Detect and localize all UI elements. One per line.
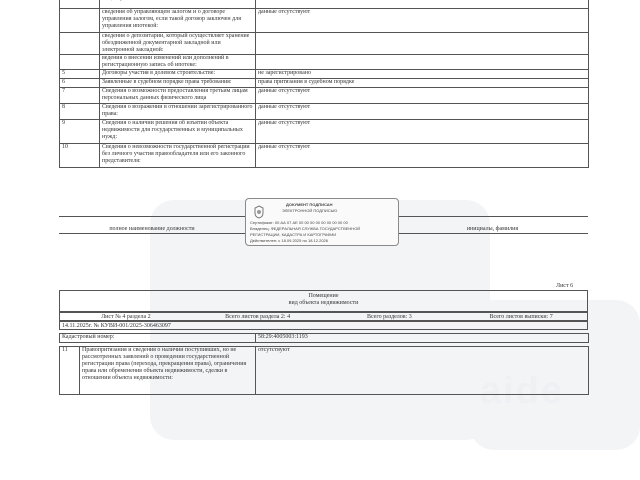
table-row [60, 70, 589, 79]
row-number [60, 9, 100, 33]
signature-position-line [59, 216, 245, 217]
object-type-subtitle: вид объекта недвижимости [288, 300, 359, 306]
table-row [60, 144, 589, 168]
row-label: Сведения о наличии решения об изъятии объекта недвижимости для государственных и муниципальных нужд: [100, 120, 256, 144]
sheet-number: Лист 6 [556, 283, 574, 289]
row-value: данные отсутствуют [256, 120, 589, 144]
row-value: данные отсутствуют [256, 104, 589, 120]
sheet-info-section-total: Всего листов раздела 2: 4 [225, 313, 291, 320]
row-value [256, 33, 589, 55]
row-label: Заявленные в судебном порядке права требования: [100, 79, 256, 88]
sheet-info-section-sheet: Лист № 4 раздела 2 [101, 313, 151, 320]
encumbrance-table [59, 0, 589, 168]
sheet-info-total: Всего листов выписки: 7 [489, 313, 553, 320]
object-type-title: Помещение [308, 293, 339, 299]
request-ref: 14.11.2025г. № КУВИ-001/2025-306463097 [62, 322, 171, 329]
table-row [60, 33, 589, 55]
row-number: 11 [60, 347, 80, 395]
watermark-text: aide [480, 370, 565, 412]
coat-of-arms-icon [252, 205, 266, 219]
row-label: Сведения о возможности предоставления третьим лицам персональных данных физического лица [100, 88, 256, 104]
row-number: 10 [60, 144, 100, 168]
stamp-validity: Действителен: с 18.09.2025 по 18.12.2026 [250, 238, 328, 243]
row-label: сведения об управляющем залогом и о договоре управления залогом, если такой договор заключен для управления ипотекой: [100, 9, 256, 33]
cadastral-value: 58:29:4005003:1193 [256, 334, 589, 343]
row-label: Договоры участия в долевом строительстве: [100, 70, 256, 79]
table-row [60, 334, 589, 343]
table-row [60, 120, 589, 144]
cadastral-label: Кадастровый номер: [60, 334, 256, 343]
row-value [256, 0, 589, 9]
row-number: 5 [60, 70, 100, 79]
row-value: права притязания в судебном порядке [256, 79, 589, 88]
row-number: 6 [60, 79, 100, 88]
stamp-certificate: Сертификат: 00 АА 07 АЕ 00 00 00 00 00 00 00 00 00 [250, 220, 348, 225]
table-row [60, 0, 589, 9]
table-row [60, 55, 589, 70]
row-value: данные отсутствуют [256, 144, 589, 168]
stamp-owner-cont: РЕГИСТРАЦИИ, КАДАСТРА И КАРТОГРАФИИ [250, 232, 337, 237]
row-label: Правопритязания и сведения о наличии поступивших, но не рассмотренных заявлений о проведении государственной регистрации права (перехода, прекращения права), ограничения права или обременения объекта недвижимости, сделки в отношении объекта недвижимости: [80, 347, 256, 395]
row-value: не зарегистрировано [256, 70, 589, 79]
stamp-title: ДОКУМЕНТ ПОДПИСАН [286, 202, 333, 207]
table-row [60, 347, 589, 395]
table-row [60, 104, 589, 120]
row-value: отсутствуют [256, 347, 589, 395]
row-value: данные отсутствуют [256, 88, 589, 104]
row-label: сведения о депозитарии, который осуществляет хранение обездвиженной документарной закладной или электронной закладной: [100, 33, 256, 55]
request-ref-row [59, 321, 588, 330]
name-caption: инициалы, фамилия [466, 226, 519, 232]
signature-name-line [397, 216, 588, 217]
row-label: Сведения о невозможности государственной регистрации без личного участия правообладателя или его законного представителя: [100, 144, 256, 168]
row-number [60, 55, 100, 70]
row-number: 8 [60, 104, 100, 120]
table-row [60, 79, 589, 88]
position-caption: полное наименование должности [109, 226, 195, 232]
row-number [60, 0, 100, 9]
electronic-signature-stamp [245, 198, 399, 246]
cadastral-table [59, 333, 589, 343]
row-number [60, 33, 100, 55]
table-row [60, 9, 589, 33]
row-number: 9 [60, 120, 100, 144]
stamp-owner: Владелец: ФЕДЕРАЛЬНАЯ СЛУЖБА ГОСУДАРСТВЕННОЙ [250, 226, 361, 231]
object-type-header [59, 290, 588, 312]
claims-table [59, 346, 589, 395]
table-row [60, 88, 589, 104]
sheet-info-sections: Всего разделов: 3 [366, 313, 412, 320]
row-value [256, 55, 589, 70]
row-label: ведения о внесении изменений или дополнений в регистрационную запись об ипотеке: [100, 55, 256, 70]
sheet-info-row [59, 312, 588, 321]
row-label [100, 0, 256, 9]
row-value: данные отсутствуют [256, 9, 589, 33]
row-number: 7 [60, 88, 100, 104]
stamp-subtitle: ЭЛЕКТРОННОЙ ПОДПИСЬЮ [282, 208, 338, 213]
row-label: Сведения о возражении в отношении зарегистрированного права: [100, 104, 256, 120]
